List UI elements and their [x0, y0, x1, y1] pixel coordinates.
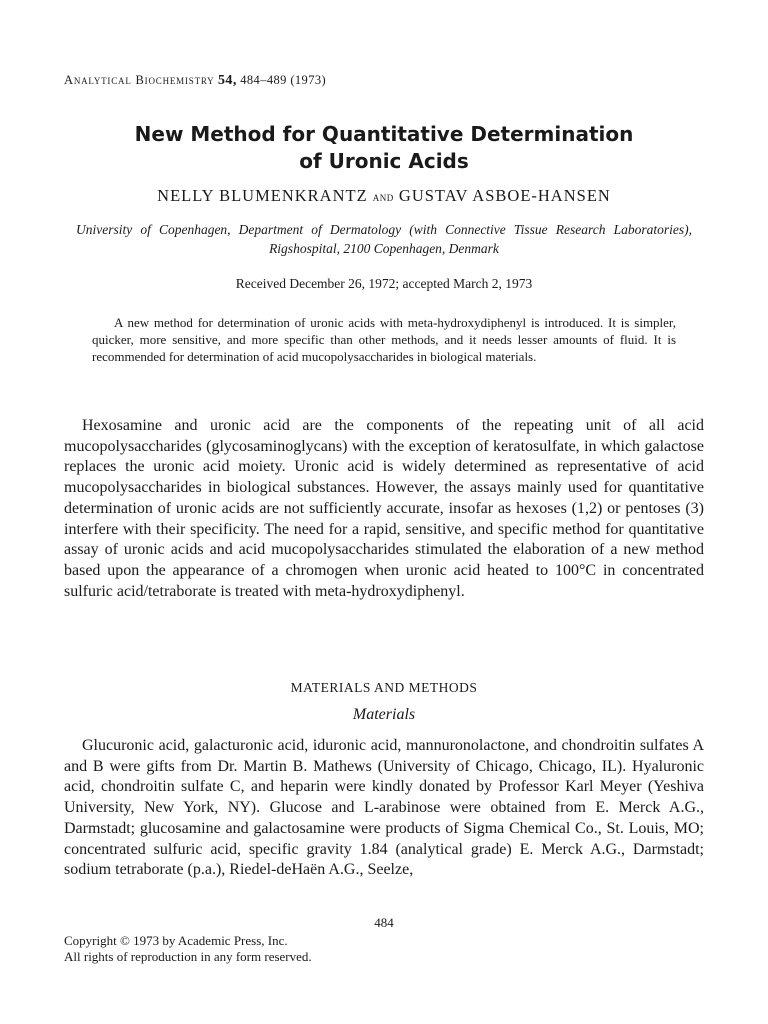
paper-title-line-1: New Method for Quantitative Determination	[134, 122, 634, 146]
page-number: 484	[374, 915, 394, 930]
journal-header	[64, 73, 326, 89]
author-list	[64, 186, 704, 206]
abstract: A new method for determination of uronic acids with meta-hydroxydiphenyl is introduced. It is simpler, quicker, more sensitive, and more specific than other methods, and it needs lesser amounts of fluid. It is recommended for determination of acid mucopolysaccharides in biological materials.	[92, 315, 676, 364]
materials-paragraph: Glucuronic acid, galacturonic acid, iduronic acid, mannuronolactone, and chondroitin sulfates A and B were gifts from Dr. Martin B. Mathews (University of Chicago, Chicago, IL). Hyaluronic acid, chondroitin sulfate C, and heparin were kindly donated by Professor Karl Meyer (Yeshiva University, New York, NY). Glucose and L-arabinose were obtained from E. Merck A.G., Darmstadt; glucosamine and galactosamine were products of Sigma Chemical Co., St. Louis, MO; concentrated sulfuric acid, specific gravity 1.84 (analytical grade) E. Merck A.G., Darmstadt; sodium tetraborate (p.a.), Riedel-deHaën A.G., Seelze,	[64, 737, 704, 879]
intro-paragraph: Hexosamine and uronic acid are the components of the repeating unit of all acid mucopolysaccharides (glycosaminoglycans) with the exception of keratosulfate, in which galactose replaces the uronic acid moiety. Uronic acid is widely determined as representative of acid mucopolysaccharides in biological substances. However, the assays mainly used for quantitative determination of uronic acids are not sufficiently accurate, insofar as hexoses (1,2) or pentoses (3) interfere with their specificity. The need for a rapid, sensitive, and specific method for quantitative assay of uronic acids and acid mucopolysaccharides stimulated the elaboration of a new method based upon the appearance of a chromogen when uronic acid heated to 100°C in concentrated sulfuric acid/tetraborate is treated with meta-hydroxydiphenyl.	[64, 417, 704, 600]
copyright-line-2: All rights of reproduction in any form reserved.	[64, 949, 312, 964]
journal-name: Analytical Biochemistry	[64, 73, 215, 87]
received-date: Received December 26, 1972; accepted March 2, 1973	[235, 276, 533, 291]
copyright-notice	[64, 933, 312, 965]
journal-pages-year: 484–489 (1973)	[240, 73, 327, 87]
author-conjunction: and	[372, 189, 394, 204]
affiliation: University of Copenhagen, Department of Dermatology (with Connective Tissue Research Laboratories), Rigshospital, 2100 Copenhagen, Denmark	[76, 222, 692, 256]
paper-title	[64, 121, 704, 175]
paper-title-line-2: of Uronic Acids	[299, 149, 469, 173]
section-heading: MATERIALS AND METHODS	[290, 680, 478, 695]
copyright-line-1: Copyright © 1973 by Academic Press, Inc.	[64, 933, 288, 948]
author-2: GUSTAV ASBOE-HANSEN	[398, 186, 611, 205]
subsection-heading: Materials	[352, 706, 416, 723]
author-1: NELLY BLUMENKRANTZ	[157, 186, 368, 205]
journal-volume: 54,	[218, 73, 237, 88]
